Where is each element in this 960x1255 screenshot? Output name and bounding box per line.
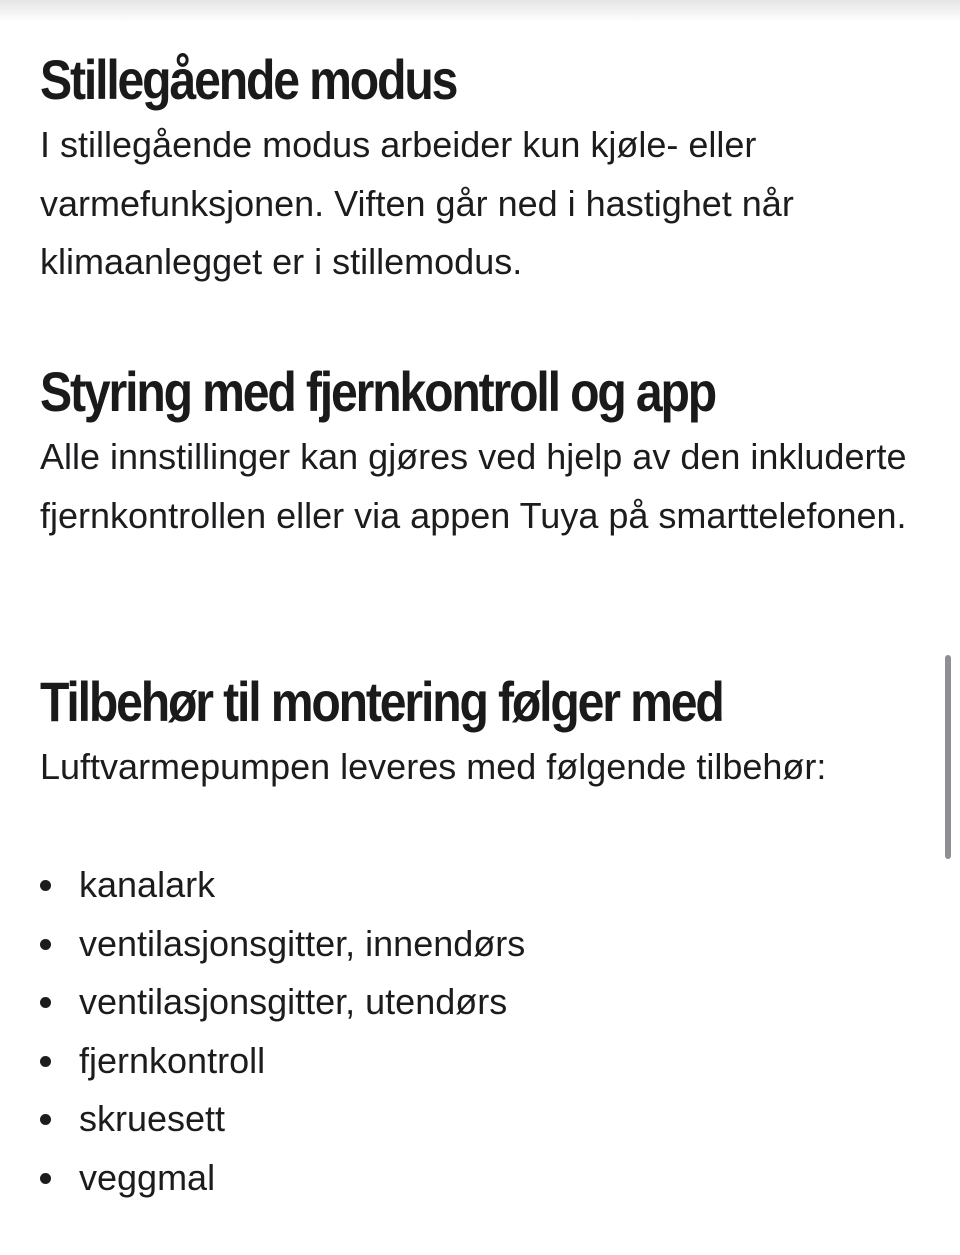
list-item-label: fjernkontroll [79, 1039, 266, 1081]
section-title: Tilbehør til montering følger med [40, 670, 723, 733]
list-item-label: kanalark [79, 864, 216, 905]
section-title: Styring med fjernkontroll og app [40, 360, 716, 423]
list-item-label: skruesett [79, 1098, 226, 1139]
list-item [40, 1149, 525, 1208]
section-mounting-accessories [40, 670, 920, 797]
section-remote-app-control [40, 360, 920, 545]
bullet-icon [40, 1114, 51, 1125]
section-body: I stillegående modus arbeider kun kjøle- eller varmefunksjonen. Viften går ned i hastighet når klimaanlegget er i stillemodus. [40, 124, 794, 282]
bullet-icon [40, 997, 51, 1008]
section-title: Stillegående modus [40, 48, 457, 111]
bullet-icon [40, 880, 51, 891]
top-shadow [0, 0, 960, 22]
bullet-icon [40, 1173, 51, 1184]
list-item [40, 856, 525, 915]
bullet-icon [40, 939, 51, 950]
section-body: Luftvarmepumpen leveres med følgende tilbehør: [40, 746, 827, 787]
list-item-label: ventilasjonsgitter, utendørs [79, 981, 508, 1022]
list-item [40, 915, 525, 974]
list-item [40, 1090, 525, 1149]
accessory-list [40, 856, 525, 1207]
vertical-scrollbar[interactable] [945, 655, 951, 859]
section-quiet-mode [40, 48, 920, 292]
section-body: Alle innstillinger kan gjøres ved hjelp av den inkluderte fjernkontrollen eller via appen Tuya på smarttelefonen. [40, 436, 907, 536]
list-item-label: ventilasjonsgitter, innendørs [79, 922, 526, 964]
list-item [40, 973, 525, 1032]
list-item-label: veggmal [79, 1156, 216, 1198]
list-item [40, 1032, 525, 1091]
bullet-icon [40, 1056, 51, 1067]
